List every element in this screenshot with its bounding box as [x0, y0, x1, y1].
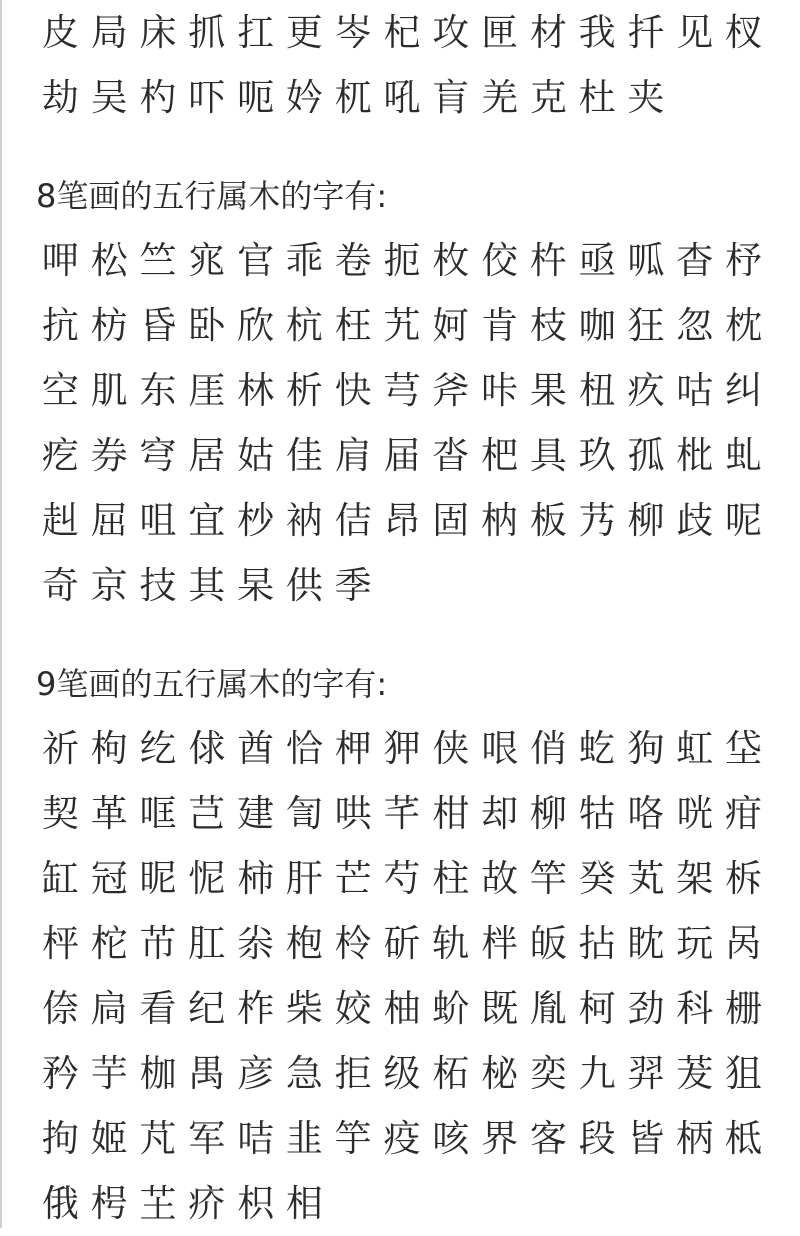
- character: 尜: [237, 922, 275, 965]
- character: 栅: [725, 987, 763, 1030]
- character: 空: [41, 369, 79, 412]
- character: 芍: [383, 857, 421, 900]
- character: 果: [529, 369, 567, 412]
- character: 艿: [578, 499, 616, 542]
- char-line: [36, 423, 776, 488]
- character: 克: [529, 76, 567, 119]
- char-line: [36, 293, 776, 358]
- character: 禺: [188, 1052, 226, 1095]
- character: 卷: [334, 239, 372, 282]
- char-line: [36, 488, 776, 553]
- character: 板: [529, 499, 567, 542]
- character: 虼: [578, 727, 616, 770]
- character: 肌: [90, 369, 128, 412]
- character: 狗: [627, 727, 665, 770]
- character: 故: [481, 857, 519, 900]
- character: 架: [676, 857, 714, 900]
- character: 倷: [41, 987, 79, 1030]
- character: 芇: [139, 922, 177, 965]
- section-heading: 8笔画的五行属木的字有:: [36, 176, 388, 215]
- character: 呙: [725, 922, 763, 965]
- character: 轨: [432, 922, 470, 965]
- character: 竽: [334, 1117, 372, 1160]
- char-line: [36, 781, 776, 846]
- character: 佼: [481, 239, 519, 282]
- character: 竺: [139, 239, 177, 282]
- character: 更: [285, 11, 323, 54]
- character: 缸: [41, 857, 79, 900]
- char-line: [36, 1106, 776, 1171]
- character: 呢: [725, 499, 763, 542]
- character: 宨: [188, 239, 226, 282]
- character: 纥: [139, 727, 177, 770]
- character: 杜: [578, 76, 616, 119]
- character: 肝: [285, 857, 323, 900]
- character: 芄: [627, 857, 665, 900]
- character: 杳: [676, 239, 714, 282]
- character: 訇: [285, 792, 323, 835]
- character: 芃: [139, 1117, 177, 1160]
- character: 赳: [41, 499, 79, 542]
- character: 柁: [90, 922, 128, 965]
- character: 柱: [432, 857, 470, 900]
- character: 妗: [285, 76, 323, 119]
- character: 攻: [432, 11, 470, 54]
- character: 芎: [383, 369, 421, 412]
- character: 咳: [432, 1117, 470, 1160]
- character: 衲: [285, 499, 323, 542]
- character: 茇: [676, 1052, 714, 1095]
- character: 肩: [334, 434, 372, 477]
- character: 肯: [481, 304, 519, 347]
- character: 虹: [676, 727, 714, 770]
- character: 杵: [529, 239, 567, 282]
- character: 屈: [90, 499, 128, 542]
- character: 券: [90, 434, 128, 477]
- character: 杌: [334, 76, 372, 119]
- character: 芑: [188, 792, 226, 835]
- character: 相: [285, 1182, 323, 1225]
- character: 奇: [41, 564, 79, 607]
- character: 祈: [41, 727, 79, 770]
- character: 皈: [529, 922, 567, 965]
- character: 虬: [725, 434, 763, 477]
- character: 恰: [285, 727, 323, 770]
- character: 夹: [627, 76, 665, 119]
- char-line: [36, 228, 776, 293]
- character: 枷: [139, 1052, 177, 1095]
- character: 侠: [432, 727, 470, 770]
- character: 胤: [529, 987, 567, 1030]
- character: 柴: [285, 987, 323, 1030]
- character: 柘: [432, 1052, 470, 1095]
- character: 东: [139, 369, 177, 412]
- character: 芊: [383, 792, 421, 835]
- character: 柃: [334, 922, 372, 965]
- character: 建: [237, 792, 275, 835]
- character: 拒: [334, 1052, 372, 1095]
- character: 疥: [188, 1182, 226, 1225]
- character: 界: [481, 1117, 519, 1160]
- character: 疚: [627, 369, 665, 412]
- character: 京: [90, 564, 128, 607]
- character: 枋: [90, 304, 128, 347]
- character: 林: [237, 369, 275, 412]
- character: 局: [90, 11, 128, 54]
- character: 柞: [237, 987, 275, 1030]
- character: 厓: [188, 369, 226, 412]
- character: 欣: [237, 304, 275, 347]
- character: 疳: [725, 792, 763, 835]
- character: 杭: [285, 304, 323, 347]
- character: 供: [285, 564, 323, 607]
- character: 拘: [41, 1117, 79, 1160]
- character: 快: [334, 369, 372, 412]
- character: 矜: [41, 1052, 79, 1095]
- char-line: [36, 553, 776, 618]
- character: 姑: [237, 434, 275, 477]
- character: 皮: [41, 11, 79, 54]
- character: 看: [139, 987, 177, 1030]
- character: 柢: [725, 1117, 763, 1160]
- character: 斫: [383, 922, 421, 965]
- article-body: [36, 0, 776, 1236]
- character: 俅: [188, 727, 226, 770]
- character: 扼: [383, 239, 421, 282]
- character: 哐: [139, 792, 177, 835]
- character: 疙: [41, 434, 79, 477]
- character: 哏: [481, 727, 519, 770]
- character: 固: [432, 499, 470, 542]
- character: 既: [481, 987, 519, 1030]
- character: 癸: [578, 857, 616, 900]
- character: 孤: [627, 434, 665, 477]
- char-line: [36, 1171, 776, 1236]
- character: 扛: [237, 11, 275, 54]
- character: 咣: [676, 792, 714, 835]
- section-continued: [36, 0, 776, 130]
- character: 抗: [41, 304, 79, 347]
- char-line: [36, 0, 776, 65]
- character: 呃: [237, 76, 275, 119]
- character: 柈: [481, 922, 519, 965]
- character: 昂: [383, 499, 421, 542]
- character: 杓: [139, 76, 177, 119]
- character: 松: [90, 239, 128, 282]
- character: 蚧: [432, 987, 470, 1030]
- character: 彦: [237, 1052, 275, 1095]
- character: 枳: [237, 1182, 275, 1225]
- section-heading: 9笔画的五行属木的字有:: [36, 664, 388, 703]
- character: 枚: [432, 239, 470, 282]
- char-line: [36, 911, 776, 976]
- character: 肓: [432, 76, 470, 119]
- character: 垈: [725, 727, 763, 770]
- character: 枰: [41, 922, 79, 965]
- character: 肛: [188, 922, 226, 965]
- character: 吓: [188, 76, 226, 119]
- character: 吼: [383, 76, 421, 119]
- character: 咔: [481, 369, 519, 412]
- character: 革: [90, 792, 128, 835]
- character: 柳: [529, 792, 567, 835]
- character: 昏: [139, 304, 177, 347]
- character: 怩: [188, 857, 226, 900]
- character: 杈: [725, 11, 763, 54]
- character: 级: [383, 1052, 421, 1095]
- character: 枕: [725, 304, 763, 347]
- character: 亟: [578, 239, 616, 282]
- character: 岑: [334, 11, 372, 54]
- character: 酋: [237, 727, 275, 770]
- character: 韭: [285, 1117, 323, 1160]
- character: 狂: [627, 304, 665, 347]
- character: 牯: [578, 792, 616, 835]
- character: 沓: [432, 434, 470, 477]
- character: 枝: [529, 304, 567, 347]
- character: 狙: [725, 1052, 763, 1095]
- character: 客: [529, 1117, 567, 1160]
- character: 竿: [529, 857, 567, 900]
- character: 杼: [725, 239, 763, 282]
- character: 杞: [383, 11, 421, 54]
- character: 其: [188, 564, 226, 607]
- character: 柄: [676, 1117, 714, 1160]
- character: 枸: [90, 727, 128, 770]
- character: 契: [41, 792, 79, 835]
- character: 柯: [578, 987, 616, 1030]
- character: 见: [676, 11, 714, 54]
- character: 枇: [676, 434, 714, 477]
- character: 却: [481, 792, 519, 835]
- character: 咭: [237, 1117, 275, 1160]
- character: 姬: [90, 1117, 128, 1160]
- character: 九: [578, 1052, 616, 1095]
- character: 卧: [188, 304, 226, 347]
- character: 扦: [627, 11, 665, 54]
- character: 劲: [627, 987, 665, 1030]
- character: 玩: [676, 922, 714, 965]
- character: 宜: [188, 499, 226, 542]
- character: 柿: [237, 857, 275, 900]
- character: 呱: [627, 239, 665, 282]
- char-line: [36, 358, 776, 423]
- character: 歧: [676, 499, 714, 542]
- character: 忽: [676, 304, 714, 347]
- character: 佶: [334, 499, 372, 542]
- character: 柝: [725, 857, 763, 900]
- character: 芋: [90, 1052, 128, 1095]
- character: 杲: [237, 564, 275, 607]
- character: 佳: [285, 434, 323, 477]
- character: 斧: [432, 369, 470, 412]
- left-border-rule: [0, 0, 2, 1228]
- character: 皆: [627, 1117, 665, 1160]
- character: 枘: [481, 499, 519, 542]
- character: 技: [139, 564, 177, 607]
- char-line: [36, 65, 776, 130]
- character: 材: [529, 11, 567, 54]
- character: 科: [676, 987, 714, 1030]
- character: 狎: [383, 727, 421, 770]
- character: 吴: [90, 76, 128, 119]
- character: 玖: [578, 434, 616, 477]
- character: 匣: [481, 11, 519, 54]
- character: 柙: [334, 727, 372, 770]
- char-line: [36, 846, 776, 911]
- character: 拈: [578, 922, 616, 965]
- character: 纠: [725, 369, 763, 412]
- character: 芒: [334, 857, 372, 900]
- character: 穹: [139, 434, 177, 477]
- character: 急: [285, 1052, 323, 1095]
- character: 枹: [285, 922, 323, 965]
- character: 呷: [41, 239, 79, 282]
- character: 届: [383, 434, 421, 477]
- character: 段: [578, 1117, 616, 1160]
- char-line: [36, 716, 776, 781]
- character: 冠: [90, 857, 128, 900]
- character: 姣: [334, 987, 372, 1030]
- character: 哄: [334, 792, 372, 835]
- character: 羌: [481, 76, 519, 119]
- character: 奕: [529, 1052, 567, 1095]
- character: 居: [188, 434, 226, 477]
- character: 眈: [627, 922, 665, 965]
- character: 具: [529, 434, 567, 477]
- character: 军: [188, 1117, 226, 1160]
- character: 疫: [383, 1117, 421, 1160]
- character: 杪: [237, 499, 275, 542]
- character: 咖: [578, 304, 616, 347]
- char-line: [36, 976, 776, 1041]
- character: 床: [139, 11, 177, 54]
- character: 柚: [383, 987, 421, 1030]
- character: 艽: [383, 304, 421, 347]
- character: 柳: [627, 499, 665, 542]
- character: 柑: [432, 792, 470, 835]
- character: 杷: [481, 434, 519, 477]
- character: 咕: [676, 369, 714, 412]
- character: 季: [334, 564, 372, 607]
- character: 抓: [188, 11, 226, 54]
- character: 俄: [41, 1182, 79, 1225]
- section-8-strokes: [36, 163, 776, 618]
- character: 昵: [139, 857, 177, 900]
- character: 柲: [481, 1052, 519, 1095]
- character: 杻: [578, 369, 616, 412]
- character: 析: [285, 369, 323, 412]
- character: 俏: [529, 727, 567, 770]
- char-line: [36, 1041, 776, 1106]
- character: 扃: [90, 987, 128, 1030]
- character: 乖: [285, 239, 323, 282]
- character: 纪: [188, 987, 226, 1030]
- character: 枵: [90, 1182, 128, 1225]
- character: 官: [237, 239, 275, 282]
- character: 劫: [41, 76, 79, 119]
- character: 咀: [139, 499, 177, 542]
- character: 妸: [432, 304, 470, 347]
- character: 羿: [627, 1052, 665, 1095]
- section-9-strokes: [36, 651, 776, 1236]
- character: 咯: [627, 792, 665, 835]
- character: 我: [578, 11, 616, 54]
- character: 枉: [334, 304, 372, 347]
- character: 芏: [139, 1182, 177, 1225]
